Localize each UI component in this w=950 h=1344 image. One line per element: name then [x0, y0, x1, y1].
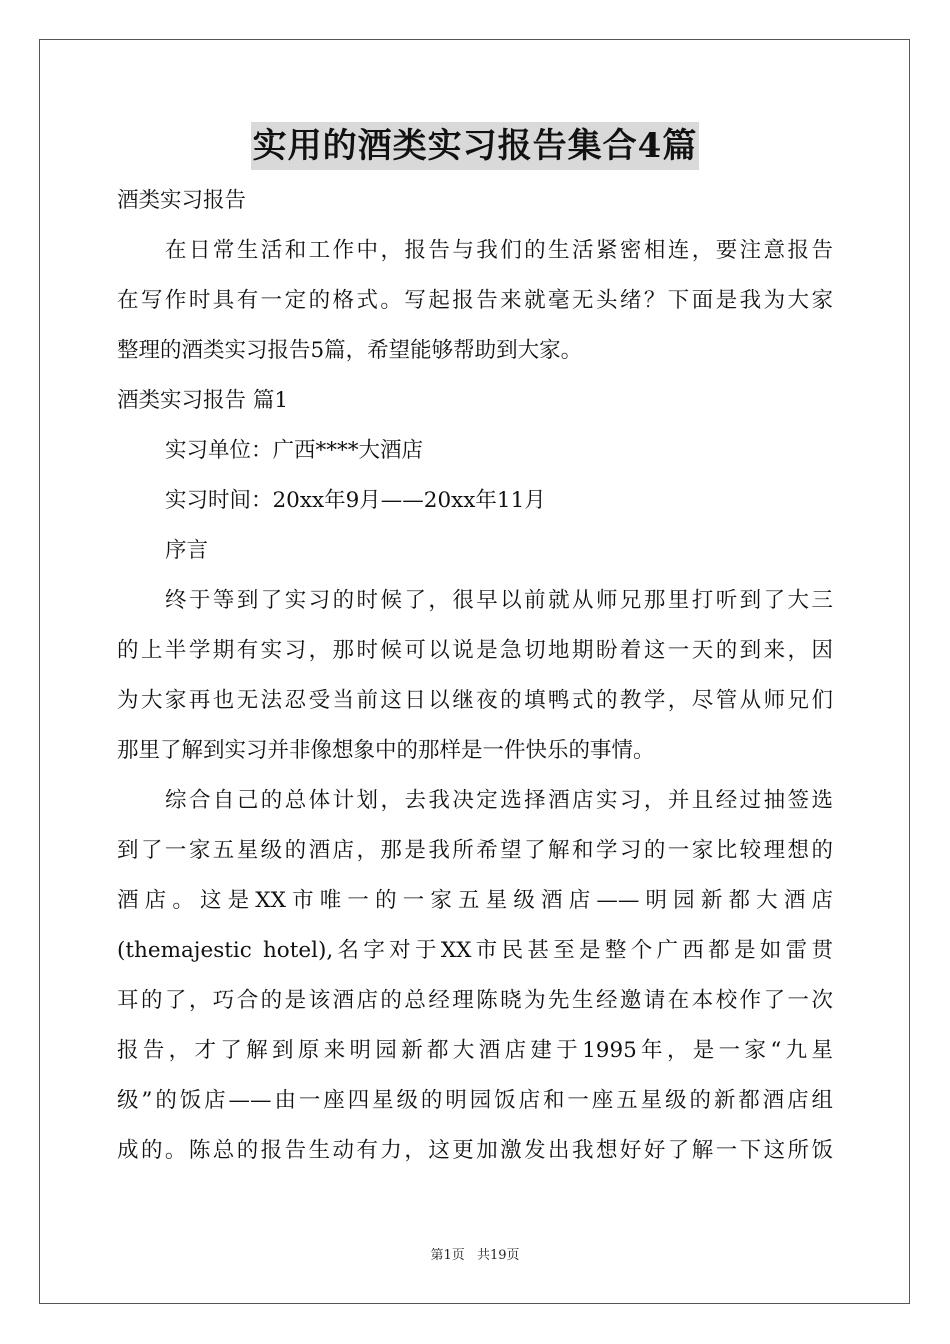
document-body — [117, 176, 833, 1176]
paragraph-line: 序言 — [165, 538, 209, 563]
paragraph-line: 的上半学期有实习，那时候可以说是急切地期盼着这一天的到来，因 — [117, 638, 833, 663]
paragraph-line: (themajestic hotel),名字对于XX市民甚至是整个广西都是如雷贯 — [117, 938, 833, 963]
paragraph-line: 在日常生活和工作中，报告与我们的生活紧密相连，要注意报告 — [165, 238, 833, 263]
paragraph-line: 成的。陈总的报告生动有力，这更加激发出我想好好了解一下这所饭 — [117, 1138, 833, 1163]
page-footer — [0, 1244, 950, 1263]
paragraph-line: 那里了解到实习并非像想象中的那样是一件快乐的事情。 — [117, 738, 655, 763]
paragraph-line: 为大家再也无法忍受当前这日以继夜的填鸭式的教学，尽管从师兄们 — [117, 688, 833, 713]
paragraph-line: 综合自己的总体计划，去我决定选择酒店实习，并且经过抽签选 — [165, 788, 833, 813]
section-heading: 酒类实习报告 — [117, 188, 247, 213]
paragraph-line: 在写作时具有一定的格式。写起报告来就毫无头绪？下面是我为大家 — [117, 288, 833, 313]
paragraph-line: 整理的酒类实习报告5篇，希望能够帮助到大家。 — [117, 338, 583, 363]
paragraph-line: 终于等到了实习的时候了，很早以前就从师兄那里打听到了大三 — [165, 588, 833, 613]
page-total: 共19页 — [476, 1248, 520, 1263]
paragraph-line: 级”的饭店——由一座四星级的明园饭店和一座五星级的新都酒店组 — [117, 1088, 833, 1113]
paragraph-line: 酒店。这是XX市唯一的一家五星级酒店——明园新都大酒店 — [117, 888, 833, 913]
paragraph-line: 实习时间：20xx年9月——20xx年11月 — [165, 488, 546, 513]
paragraph-line: 实习单位：广西****大酒店 — [165, 438, 424, 463]
page-number: 第1页 — [430, 1248, 465, 1263]
paragraph-line: 到了一家五星级的酒店，那是我所希望了解和学习的一家比较理想的 — [117, 838, 833, 863]
title-container — [0, 122, 950, 170]
section-heading: 酒类实习报告 篇1 — [117, 388, 289, 413]
document-title: 实用的酒类实习报告集合4篇 — [251, 122, 700, 170]
paragraph-line: 耳的了，巧合的是该酒店的总经理陈晓为先生经邀请在本校作了一次 — [117, 988, 833, 1013]
paragraph-line: 报告，才了解到原来明园新都大酒店建于1995年，是一家“九星 — [117, 1038, 833, 1063]
